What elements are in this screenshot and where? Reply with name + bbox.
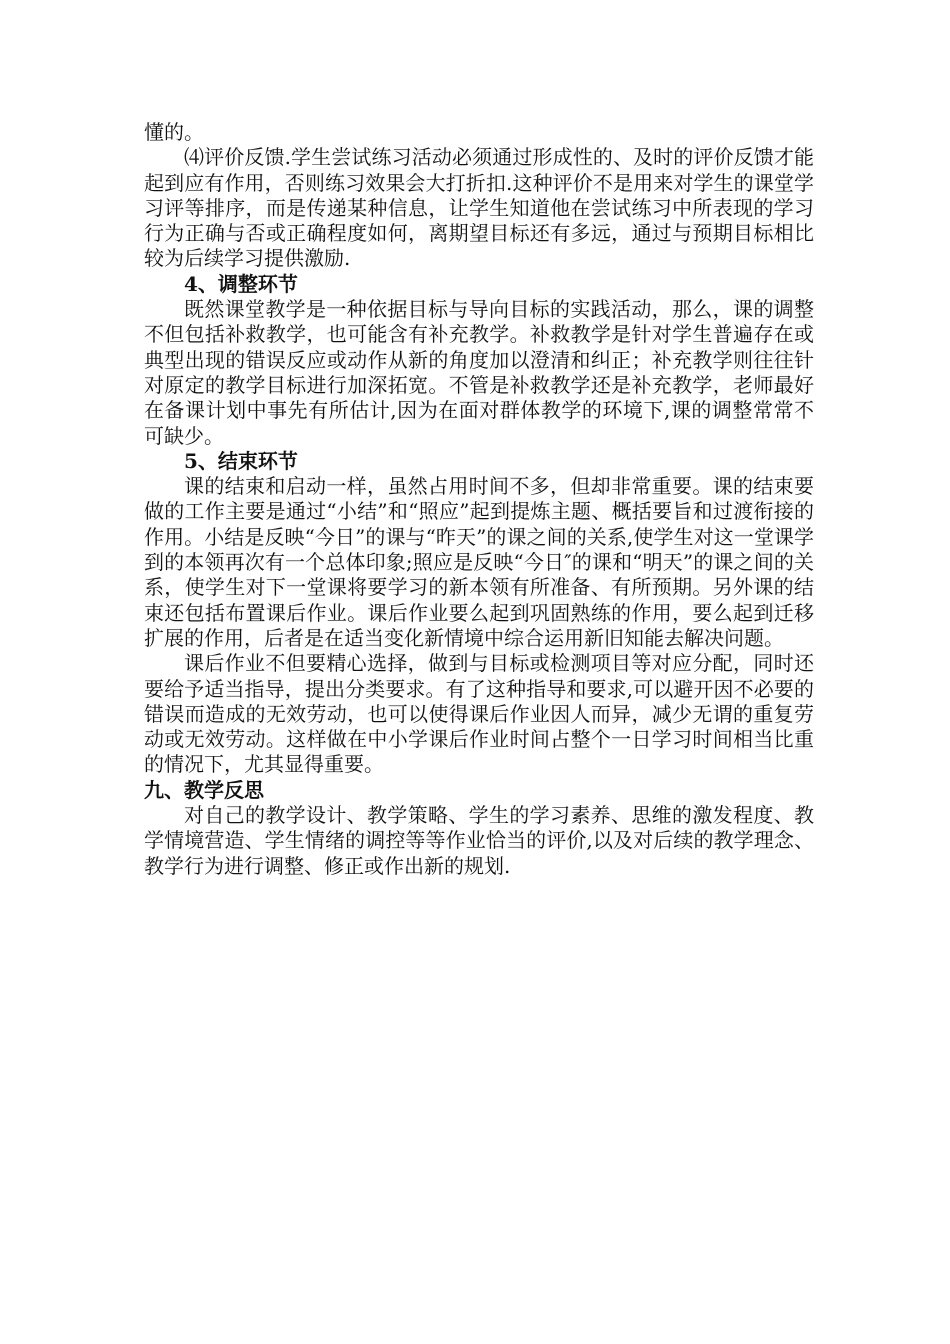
heading-teaching-reflection: 九、教学反思 <box>144 777 264 802</box>
paragraph-closing: 课的结束和启动一样，虽然占用时间不多，但却非常重要。课的结束要做的工作主要是通过“小结”和“照应”起到提炼主题、概括要旨和过渡衔接的作用。小结是反映“今日”的课与“昨天”的课之间的关系,使学生对这一堂课学到的本领再次有一个总体印象;照应是反映“今日″的课和“明天”的课之间的关系，使学生对下一堂课将要学习的新本领有所准备、有所预期。另外课的结束还包括布置课后作业。课后作业要么起到巩固熟练的作用，要么起到迁移扩展的作用，后者是在适当变化新情境中综合运用新旧知能去解决问题。 <box>144 474 814 650</box>
document-page <box>144 120 814 879</box>
heading-closing-stage: 5、结束环节 <box>184 448 298 473</box>
heading-adjustment-stage: 4、调整环节 <box>184 271 298 296</box>
paragraph-homework: 课后作业不但要精心选择，做到与目标或检测项目等对应分配，同时还要给予适当指导，提出分类要求。有了这种指导和要求,可以避开因不必要的错误而造成的无效劳动，也可以使得课后作业因人而异，减少无谓的重复劳动或无效劳动。这样做在中小学课后作业时间占整个一日学习时间相当比重的情况下，尤其显得重要。 <box>144 651 814 777</box>
paragraph-adjustment: 既然课堂教学是一种依据目标与导向目标的实践活动，那么，课的调整不但包括补救教学，也可能含有补充教学。补救教学是针对学生普遍存在或典型出现的错误反应或动作从新的角度加以澄清和纠正；补充教学则往往针对原定的教学目标进行加深拓宽。不管是补救教学还是补充教学，老师最好在备课计划中事先有所估计,因为在面对群体教学的环境下,课的调整常常不可缺少。 <box>144 297 814 448</box>
paragraph-reflection: 对自己的教学设计、教学策略、学生的学习素养、思维的激发程度、教学情境营造、学生情绪的调控等等作业恰当的评价,以及对后续的教学理念、教学行为进行调整、修正或作出新的规划. <box>144 803 814 878</box>
paragraph-evaluation-feedback: ⑷评价反馈.学生尝试练习活动必须通过形成性的、及时的评价反馈才能起到应有作用，否则练习效果会大打折扣.这种评价不是用来对学生的课堂学习评等排序，而是传递某种信息，让学生知道他在尝试练习中所表现的学习行为正确与否或正确程度如何，离期望目标还有多远，通过与预期目标相比较为后续学习提供激励. <box>144 145 814 271</box>
paragraph-continuation: 懂的。 <box>144 120 204 144</box>
